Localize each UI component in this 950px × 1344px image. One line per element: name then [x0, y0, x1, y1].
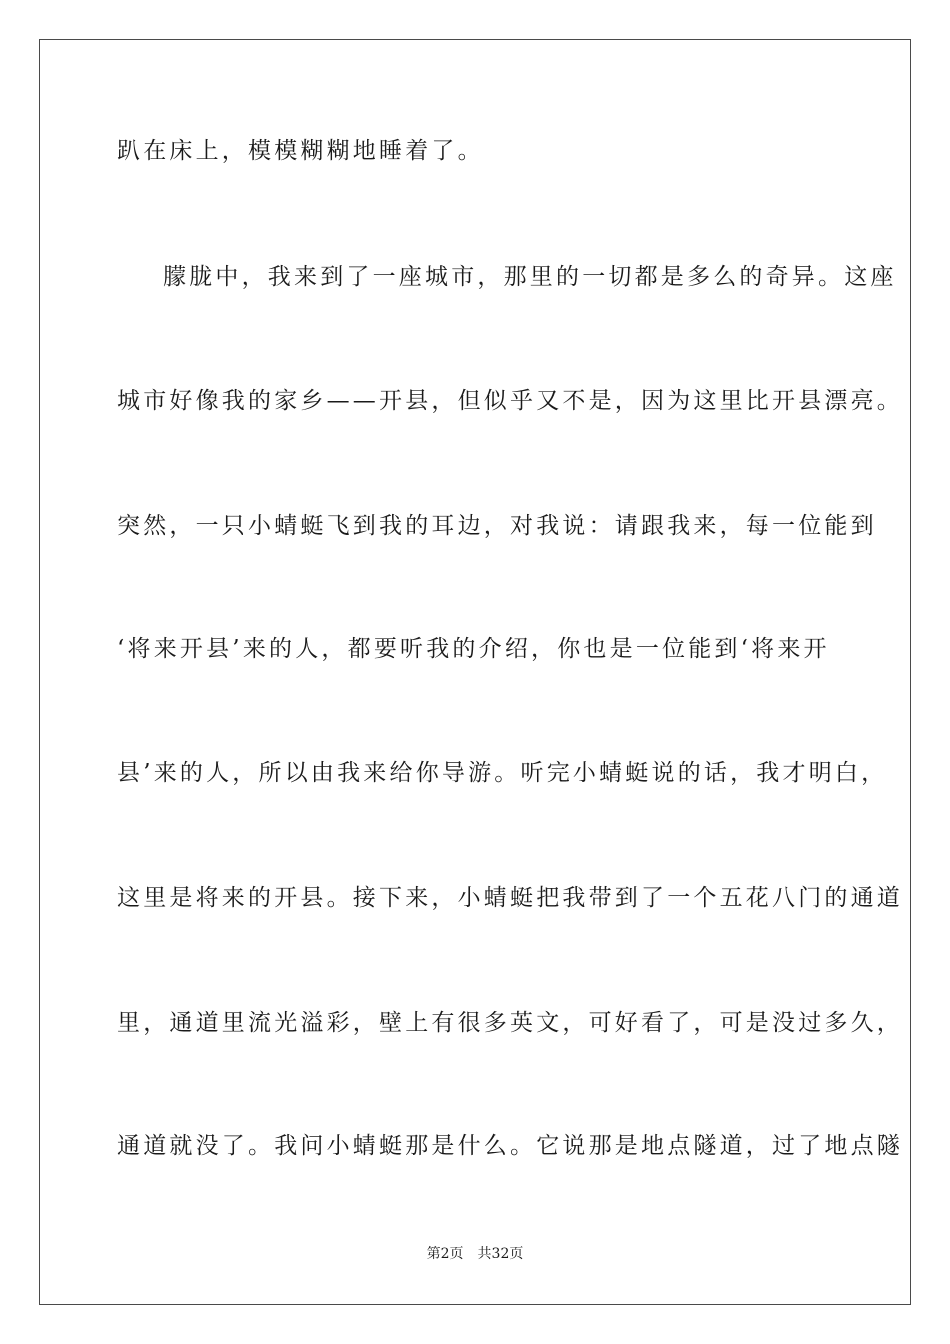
- text-line-4: 突然，一只小蜻蜓飞到我的耳边，对我说：请跟我来，每一位能到: [117, 513, 877, 539]
- page-frame: [39, 39, 911, 1305]
- page-footer: [0, 1244, 950, 1264]
- text-line-2: 朦胧中，我来到了一座城市，那里的一切都是多么的奇异。这座: [163, 264, 897, 290]
- page-total: 共32页: [477, 1246, 524, 1262]
- text-line-6: 县’来的人，所以由我来给你导游。听完小蜻蜓说的话，我才明白，: [117, 760, 888, 786]
- text-line-5: ‘将来开县’来的人，都要听我的介绍，你也是一位能到‘将来开: [117, 636, 830, 662]
- page-number: 第2页: [426, 1246, 464, 1262]
- text-line-1: 趴在床上，模模糊糊地睡着了。: [117, 138, 484, 164]
- text-line-8: 里，通道里流光溢彩，壁上有很多英文，可好看了，可是没过多久，: [117, 1010, 903, 1036]
- text-line-7: 这里是将来的开县。接下来，小蜻蜓把我带到了一个五花八门的通道: [117, 885, 903, 911]
- text-line-3: 城市好像我的家乡——开县，但似乎又不是，因为这里比开县漂亮。: [117, 388, 903, 414]
- text-line-9: 通道就没了。我问小蜻蜓那是什么。它说那是地点隧道，过了地点隧: [117, 1133, 903, 1159]
